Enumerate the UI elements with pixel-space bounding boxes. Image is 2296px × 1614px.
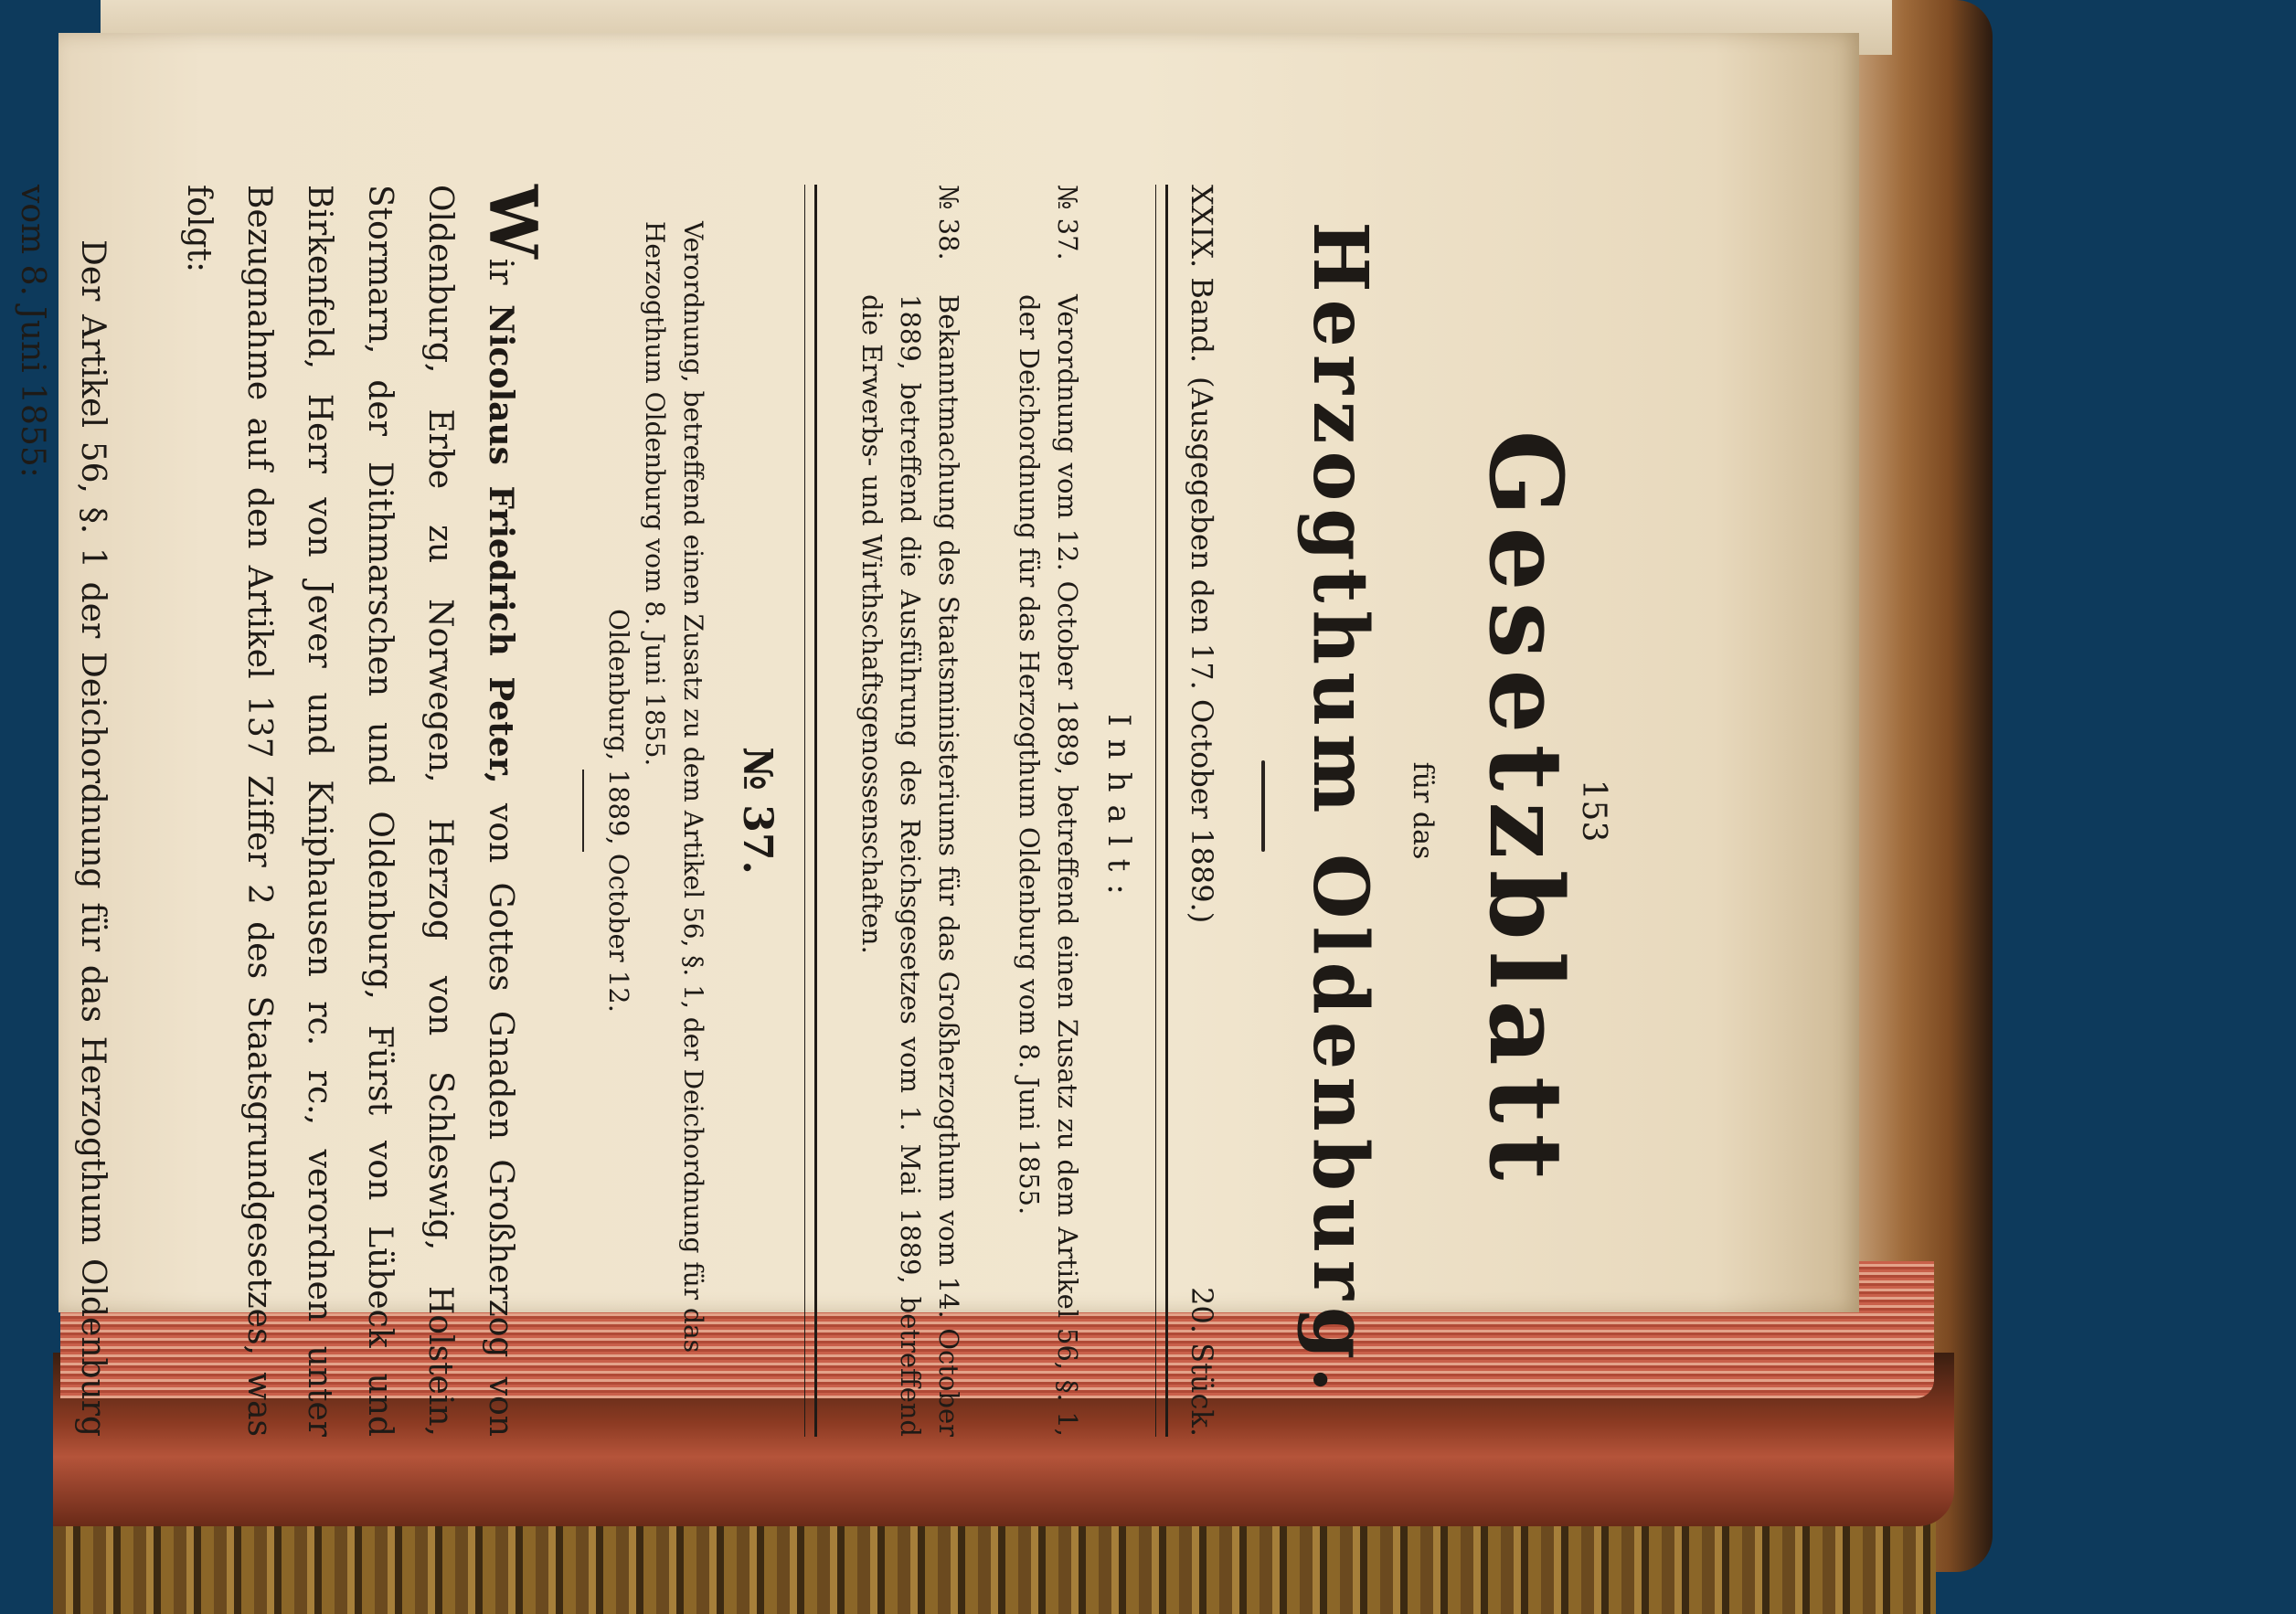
section-title: Verordnung, betreffend einen Zusatz zu dem Artikel 56, §. 1, der Deichordnung für das Herzogthum Oldenburg vom 8. Juni 1855. <box>640 221 708 1354</box>
book-page <box>14 33 1859 1437</box>
initial-letter: W <box>474 185 552 259</box>
rotated-page-content <box>4 185 1612 1437</box>
page-title: Gesetzblatt <box>1467 430 1585 1192</box>
entry-number: № 37. <box>1052 185 1083 260</box>
issue-line <box>1179 185 1219 1437</box>
issue-piece: 20. Stück. <box>1185 1287 1219 1437</box>
section-number: № 37. <box>734 747 781 875</box>
entry-text: Verordnung vom 12. October 1889, betreffend einen Zusatz zu dem Artikel 56, §. 1, der Deichordnung für das Herzogthum Oldenburg vom 8. Juni 1855. <box>1014 294 1083 1437</box>
preamble-text: von Gottes Gnaden Großherzog von Oldenburg, Erbe zu Norwegen, Herzog von Schleswig, Holstein, Stormarn, der Dithmarschen und Oldenburg, Fürst von Lübeck und Birkenfeld, Herr von Jever und Kniphausen rc. rc., verordnen unter Bezugnahme auf den Artikel 137 Ziffer 2 des Staatsgrundgesetzes, was folgt: <box>180 185 519 1437</box>
double-rule <box>804 185 817 1437</box>
contents-heading: Inhalt: <box>1100 714 1137 908</box>
ornament-rule <box>1261 760 1265 852</box>
short-rule <box>582 770 584 852</box>
volume: XXIX. Band. <box>1185 185 1219 364</box>
article-paragraph: Der Artikel 56, §. 1 der Deichordnung für das Herzogthum Oldenburg vom 8. Juni 1855: <box>14 185 112 1437</box>
title-connector: für das <box>1407 761 1439 860</box>
preamble-start: ir <box>482 258 519 304</box>
page-number: 153 <box>1575 779 1612 843</box>
preamble <box>168 185 552 1437</box>
issue-date: (Ausgegeben den 17. October 1889.) <box>1185 377 1219 924</box>
page-subtitle: Herzogthum Oldenburg. <box>1296 221 1384 1400</box>
section-date: Oldenburg, 1889, October 12. <box>603 609 634 1013</box>
double-rule <box>1155 185 1168 1437</box>
entry-text: Bekanntmachung des Staatsministeriums für das Großherzogthum vom 14. October 1889, betreffend die Ausführung des Reichsgesetzes vom 1. Mai 1889, betreffend die Erwerbs- und Wirthschaftsgenossenschaften. <box>856 294 964 1437</box>
entry-number: № 38. <box>933 185 964 260</box>
sovereign-name: Nicolaus Friedrich Peter, <box>482 303 520 784</box>
